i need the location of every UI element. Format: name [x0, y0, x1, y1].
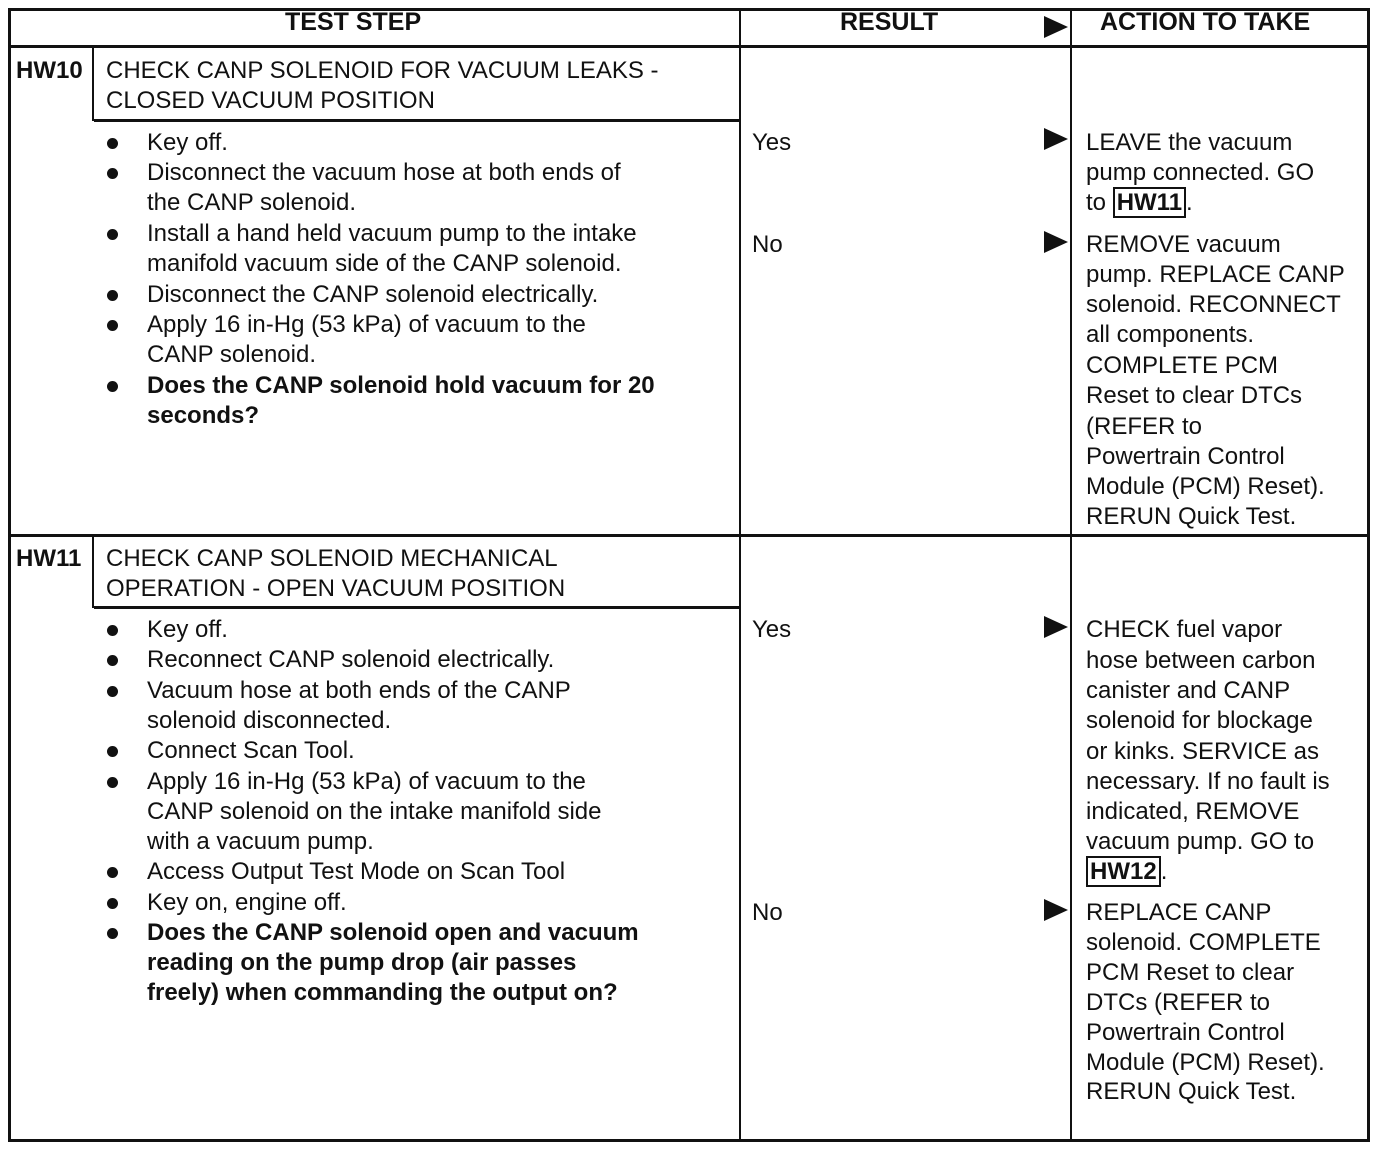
bullet-icon [107, 746, 118, 757]
bullet-question: reading on the pump drop (air passes [147, 949, 577, 976]
step-id-divider-hw10 [92, 45, 94, 121]
action-line: CHECK fuel vapor [1086, 616, 1283, 643]
action-line: Module (PCM) Reset). [1086, 1049, 1325, 1076]
step-title-line: CLOSED VACUUM POSITION [106, 87, 435, 114]
bullet-icon [107, 229, 118, 240]
bullet-text: Access Output Test Mode on Scan Tool [147, 858, 566, 885]
action-line: REMOVE vacuum [1086, 231, 1281, 258]
bullet-text: manifold vacuum side of the CANP solenoid. [147, 250, 622, 277]
bullet-text: Apply 16 in-Hg (53 kPa) of vacuum to the [147, 768, 586, 795]
result-arrow-icon [1044, 231, 1068, 253]
bullet-icon [107, 898, 118, 909]
step-title-line: CHECK CANP SOLENOID FOR VACUUM LEAKS - [106, 57, 659, 84]
action-line: RERUN Quick Test. [1086, 1078, 1297, 1105]
action-line: vacuum pump. GO to [1086, 828, 1315, 855]
bullet-text: CANP solenoid on the intake manifold side [147, 798, 602, 825]
action-line: indicated, REMOVE [1086, 798, 1300, 825]
action-line: LEAVE the vacuum [1086, 129, 1293, 156]
action-line: necessary. If no fault is [1086, 768, 1330, 795]
bullet-icon [107, 168, 118, 179]
header-divider [8, 45, 1370, 48]
bullet-text: Install a hand held vacuum pump to the intake [147, 220, 637, 247]
action-line [1086, 857, 1167, 887]
result-yes: Yes [752, 616, 792, 643]
action-line: all components. [1086, 321, 1255, 348]
action-text: . [1160, 858, 1168, 885]
action-line: hose between carbon [1086, 647, 1316, 674]
step-id: HW10 [16, 57, 83, 84]
step-title-underline-hw11 [94, 606, 739, 609]
action-line: solenoid. RECONNECT [1086, 291, 1341, 318]
header-test-step: TEST STEP [285, 8, 422, 36]
bullet-question: Does the CANP solenoid open and vacuum [147, 919, 639, 946]
bullet-icon [107, 777, 118, 788]
result-no: No [752, 899, 783, 926]
action-line: canister and CANP [1086, 677, 1291, 704]
action-line: PCM Reset to clear [1086, 959, 1295, 986]
step-title-line: OPERATION - OPEN VACUUM POSITION [106, 575, 566, 602]
bullet-text: solenoid disconnected. [147, 707, 392, 734]
bullet-question: freely) when commanding the output on? [147, 979, 618, 1006]
bullet-text: Vacuum hose at both ends of the CANP [147, 677, 571, 704]
section-divider [8, 534, 1370, 537]
action-text: to [1086, 189, 1113, 216]
step-reference-link[interactable]: HW11 [1113, 187, 1186, 218]
bullet-icon [107, 928, 118, 939]
result-arrow-icon [1044, 899, 1068, 921]
header-result: RESULT [840, 8, 939, 36]
action-line: pump connected. GO [1086, 159, 1315, 186]
step-title-line: CHECK CANP SOLENOID MECHANICAL [106, 545, 558, 572]
column-divider-action [1070, 8, 1072, 1142]
step-title-underline-hw10 [94, 119, 739, 122]
result-no: No [752, 231, 783, 258]
action-line: Powertrain Control [1086, 1019, 1285, 1046]
action-line: DTCs (REFER to [1086, 989, 1271, 1016]
bullet-text: Key off. [147, 616, 228, 643]
bullet-text: CANP solenoid. [147, 341, 316, 368]
header-arrow-icon [1044, 16, 1068, 38]
action-line [1086, 188, 1193, 218]
bullet-text: Disconnect the vacuum hose at both ends of [147, 159, 621, 186]
action-line: solenoid for blockage [1086, 707, 1313, 734]
bullet-question: seconds? [147, 402, 260, 429]
bullet-text: with a vacuum pump. [147, 828, 374, 855]
action-line: Module (PCM) Reset). [1086, 473, 1325, 500]
result-yes: Yes [752, 129, 792, 156]
action-line: REPLACE CANP [1086, 899, 1272, 926]
bullet-icon [107, 625, 118, 636]
column-divider-result [739, 8, 741, 1142]
result-arrow-icon [1044, 616, 1068, 638]
step-id: HW11 [16, 545, 82, 572]
bullet-icon [107, 655, 118, 666]
bullet-text: the CANP solenoid. [147, 189, 357, 216]
action-line: solenoid. COMPLETE [1086, 929, 1321, 956]
action-line: pump. REPLACE CANP [1086, 261, 1345, 288]
step-id-divider-hw11 [92, 534, 94, 608]
action-line: RERUN Quick Test. [1086, 503, 1297, 530]
bullet-text: Disconnect the CANP solenoid electrically. [147, 281, 599, 308]
action-line: Powertrain Control [1086, 443, 1285, 470]
bullet-icon [107, 320, 118, 331]
bullet-text: Apply 16 in-Hg (53 kPa) of vacuum to the [147, 311, 586, 338]
action-line: (REFER to [1086, 413, 1203, 440]
bullet-text: Connect Scan Tool. [147, 737, 355, 764]
bullet-icon [107, 381, 118, 392]
bullet-icon [107, 686, 118, 697]
bullet-icon [107, 867, 118, 878]
action-line: Reset to clear DTCs [1086, 382, 1303, 409]
step-reference-link[interactable]: HW12 [1086, 856, 1161, 887]
bullet-text: Key on, engine off. [147, 889, 347, 916]
action-line: or kinks. SERVICE as [1086, 738, 1319, 765]
bullet-text: Reconnect CANP solenoid electrically. [147, 646, 555, 673]
bullet-text: Key off. [147, 129, 228, 156]
header-action: ACTION TO TAKE [1100, 8, 1311, 36]
bullet-icon [107, 290, 118, 301]
bullet-icon [107, 138, 118, 149]
bullet-question: Does the CANP solenoid hold vacuum for 20 [147, 372, 655, 399]
action-text: . [1186, 189, 1193, 216]
result-arrow-icon [1044, 128, 1068, 150]
action-line: COMPLETE PCM [1086, 352, 1279, 379]
